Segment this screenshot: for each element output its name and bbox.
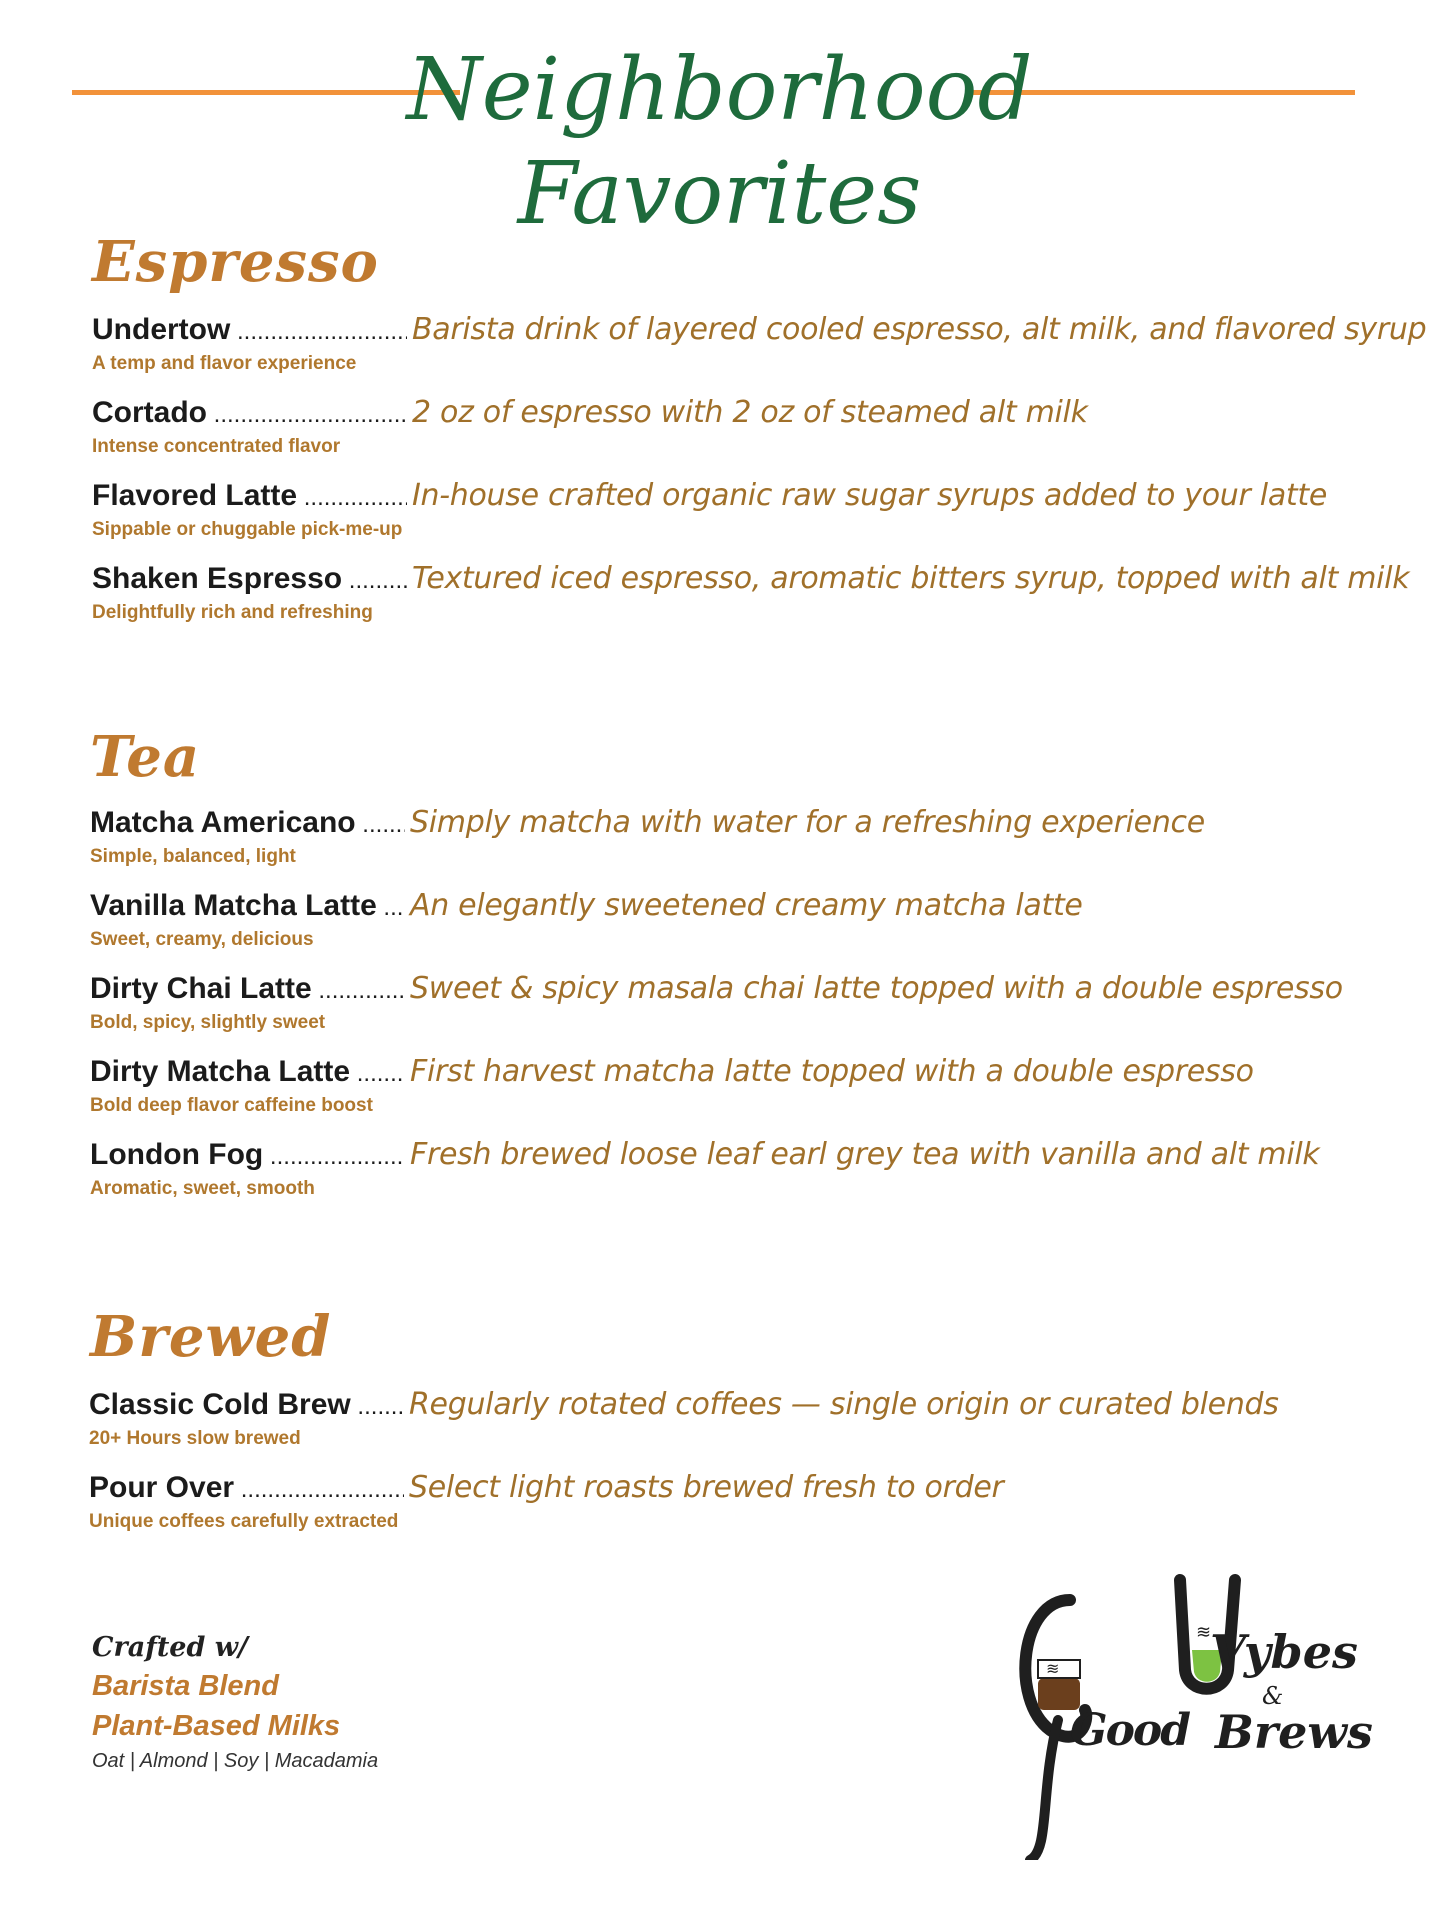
menu-item: [90, 1052, 1390, 1134]
logo-text-good: Good: [1070, 1705, 1190, 1756]
item-description: Select light roasts brewed fresh to order: [409, 1470, 1004, 1505]
item-description: 2 oz of espresso with 2 oz of steamed alt milk: [412, 395, 1088, 430]
item-tagline: Aromatic, sweet, smooth: [90, 1178, 315, 1199]
page-title-line1: Neighborhood: [406, 40, 1033, 140]
menu-item: [90, 1135, 1390, 1217]
page-title-line2: Favorites: [517, 144, 922, 244]
item-description: Barista drink of layered cooled espresso, alt milk, and flavored syrup: [412, 312, 1427, 347]
item-description: Textured iced espresso, aromatic bitters syrup, topped with alt milk: [412, 561, 1410, 596]
menu-item: [90, 886, 1390, 968]
menu-item: [89, 1385, 1389, 1467]
menu-item: [90, 969, 1390, 1051]
item-description: In-house crafted organic raw sugar syrups added to your latte: [412, 478, 1327, 513]
milk-options: Oat | Almond | Soy | Macadamia: [92, 1750, 379, 1772]
item-name: Classic Cold Brew .....: [89, 1385, 404, 1427]
crafted-with-block: [92, 1630, 378, 1776]
section-title-tea: Tea: [90, 724, 201, 790]
menu-item: [92, 559, 1410, 641]
item-tagline: Sweet, creamy, delicious: [90, 929, 314, 950]
crafted-barista-blend: Barista Blend: [92, 1670, 279, 1702]
menu-item: [90, 803, 1390, 885]
item-name: Matcha Americano .....: [90, 803, 405, 845]
section-title-espresso: Espresso: [92, 229, 379, 295]
logo-text-brews: Brews: [1215, 1705, 1373, 1759]
item-tagline: Intense concentrated flavor: [92, 436, 341, 457]
section-title-brewed: Brewed: [90, 1304, 332, 1370]
item-name: Cortado .....: [92, 393, 407, 435]
item-description: Sweet & spicy masala chai latte topped with a double espresso: [410, 971, 1343, 1006]
svg-text:≋: ≋: [1046, 1659, 1060, 1678]
item-name: Dirty Chai Latte .....: [90, 969, 405, 1011]
menu-item: [92, 393, 1392, 475]
item-description: Simply matcha with water for a refreshing experience: [410, 805, 1205, 840]
item-tagline: Sippable or chuggable pick-me-up: [92, 519, 403, 540]
logo-text-vybes: Vybes: [1210, 1625, 1358, 1679]
menu-item: [89, 1468, 1389, 1550]
crafted-plant-milks: Plant-Based Milks: [92, 1710, 341, 1742]
item-tagline: 20+ Hours slow brewed: [89, 1428, 301, 1449]
menu-item: [92, 310, 1427, 392]
item-name: Shaken Espresso .....: [92, 559, 407, 601]
item-tagline: Simple, balanced, light: [90, 846, 296, 867]
menu-item: [92, 476, 1392, 558]
item-tagline: A temp and flavor experience: [92, 353, 357, 374]
item-name: Dirty Matcha Latte .....: [90, 1052, 405, 1094]
item-tagline: Unique coffees carefully extracted: [89, 1511, 399, 1532]
good-vybes-brews-logo: [1010, 1560, 1373, 1860]
crafted-heading: Crafted w/: [92, 1632, 248, 1663]
item-name: Vanilla Matcha Latte .....: [90, 886, 405, 928]
item-name: Undertow .....: [92, 310, 407, 352]
logo-text-amp: &: [1262, 1682, 1284, 1710]
item-name: London Fog .....: [90, 1135, 405, 1177]
svg-text:≋: ≋: [1196, 1622, 1212, 1643]
item-tagline: Bold deep flavor caffeine boost: [90, 1095, 373, 1116]
item-tagline: Bold, spicy, slightly sweet: [90, 1012, 326, 1033]
item-description: Fresh brewed loose leaf earl grey tea with vanilla and alt milk: [410, 1137, 1320, 1172]
item-name: Flavored Latte .....: [92, 476, 407, 518]
item-description: An elegantly sweetened creamy matcha latte: [410, 888, 1083, 923]
item-description: First harvest matcha latte topped with a double espresso: [410, 1054, 1254, 1089]
item-description: Regularly rotated coffees — single origin or curated blends: [409, 1387, 1279, 1422]
item-tagline: Delightfully rich and refreshing: [92, 602, 373, 623]
item-name: Pour Over .....: [89, 1468, 404, 1510]
